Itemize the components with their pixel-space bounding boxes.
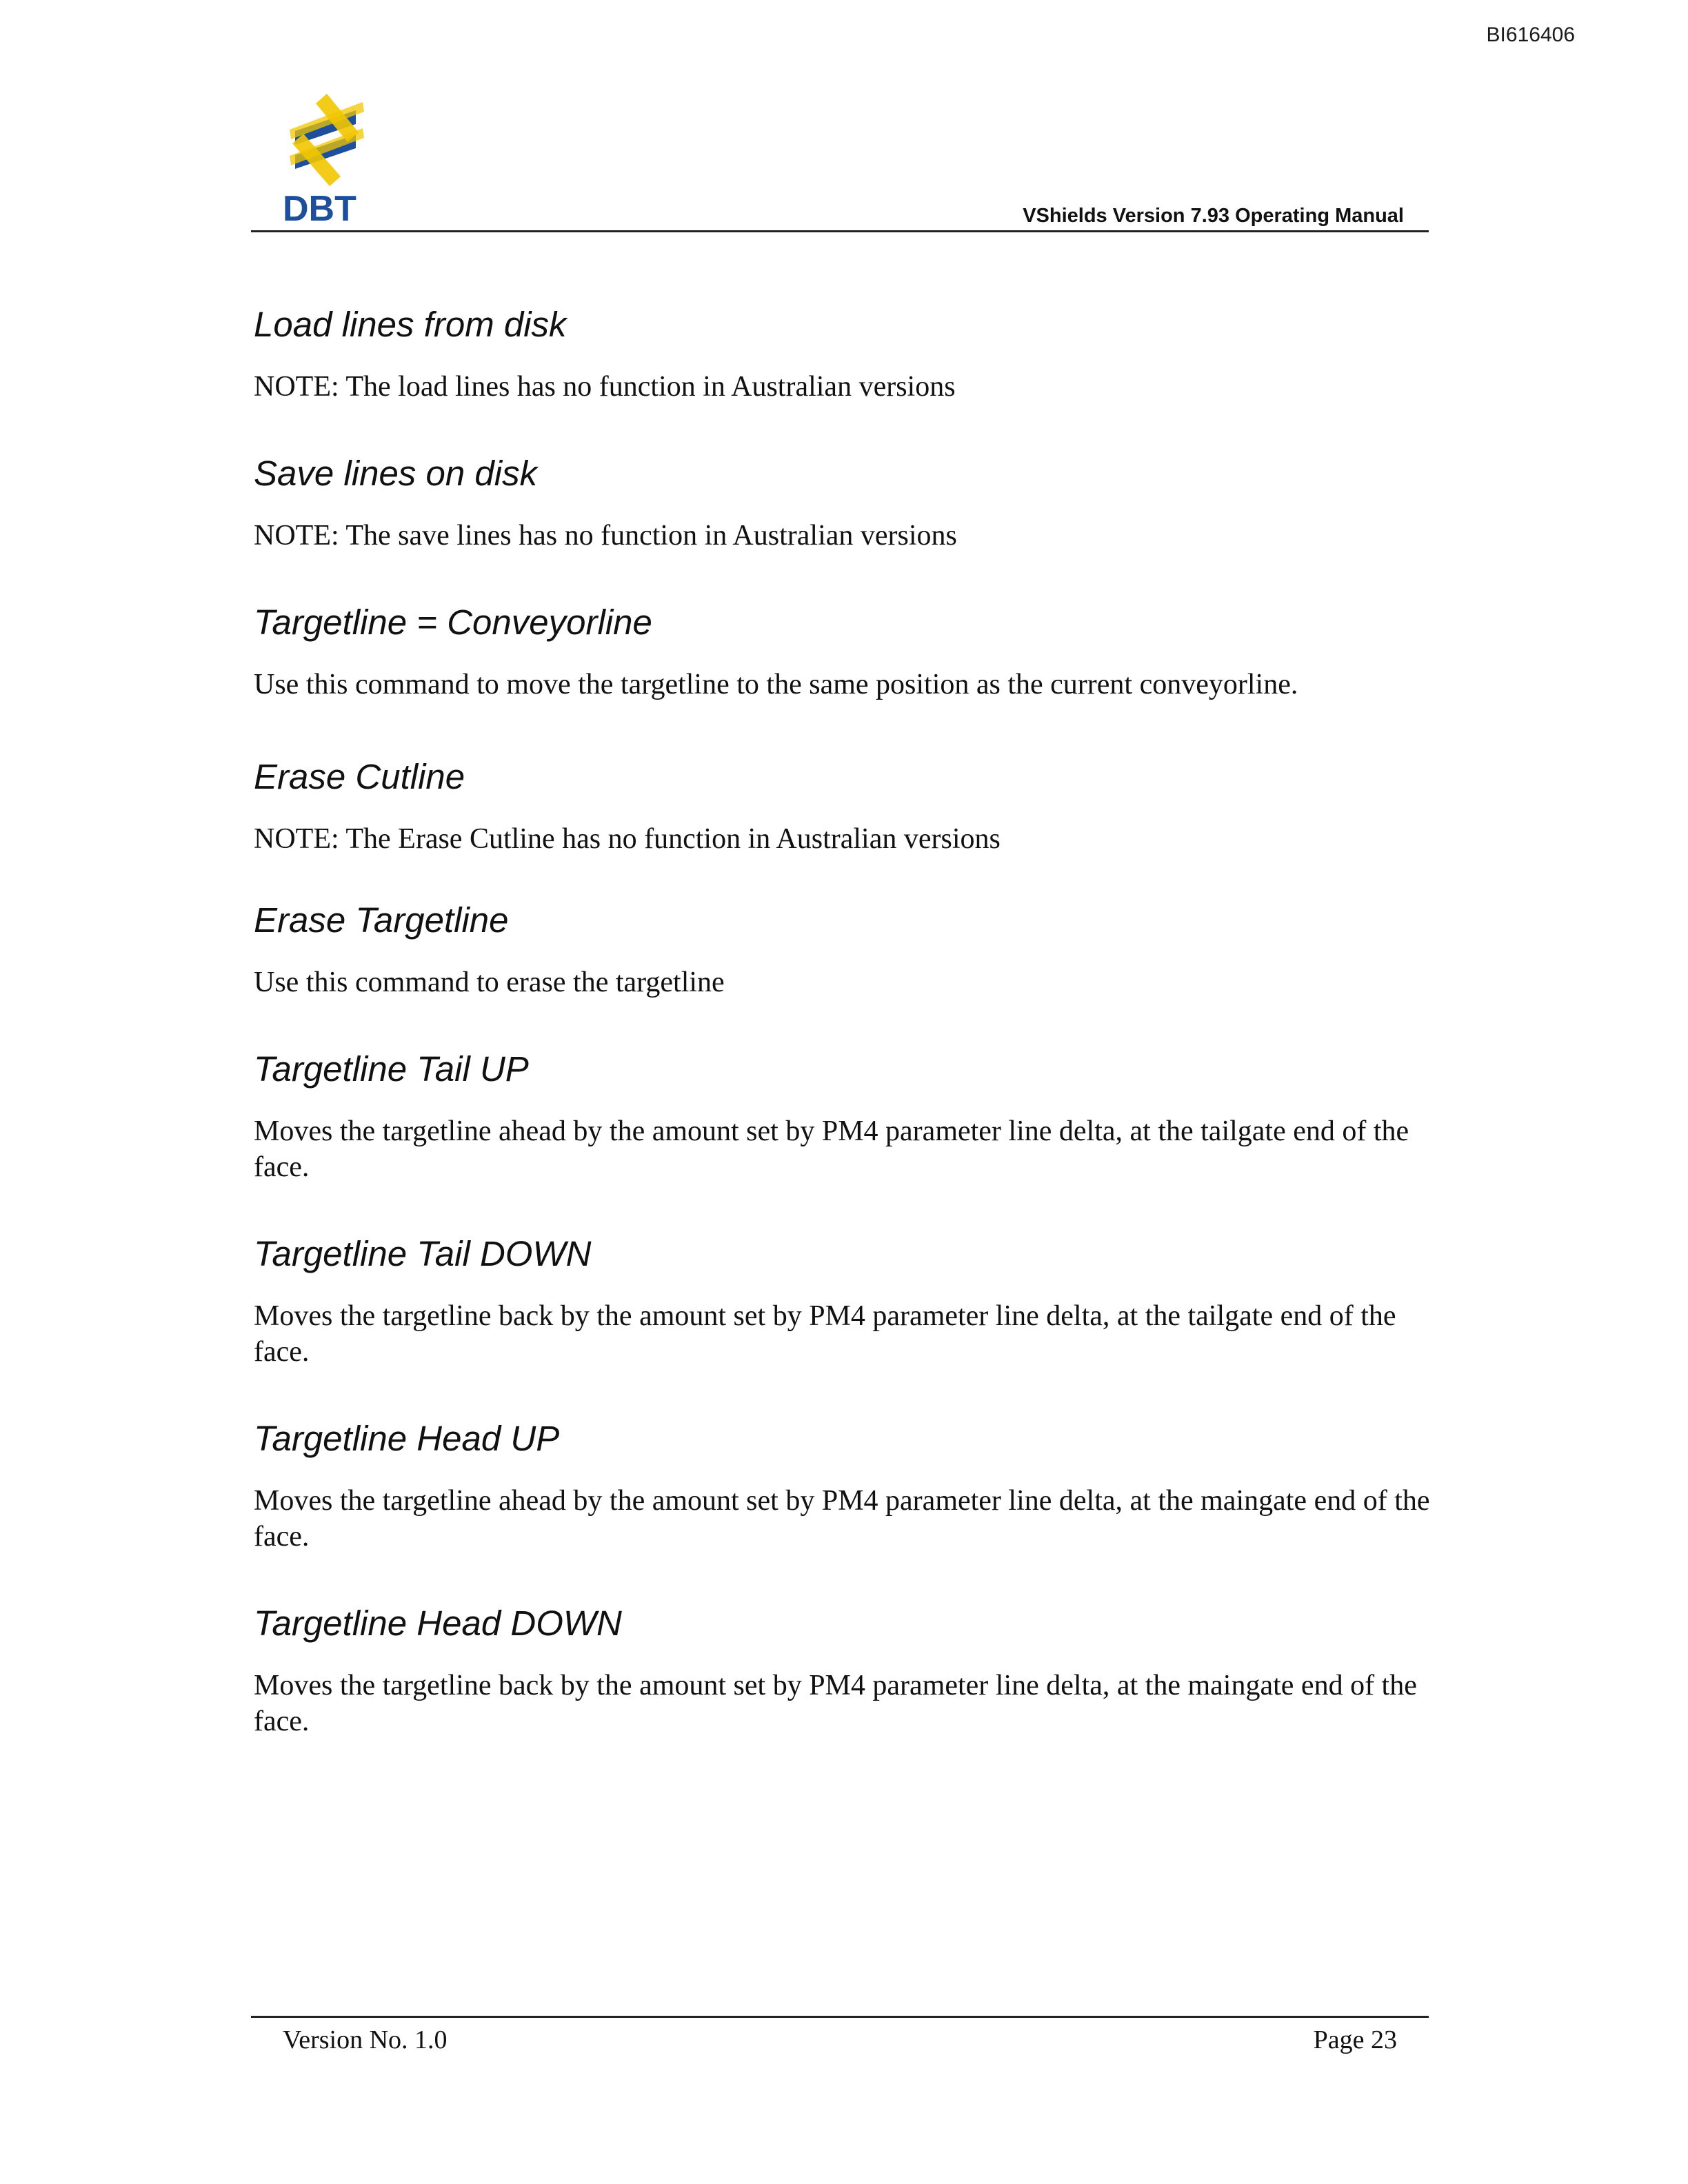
section-text: Moves the targetline ahead by the amount set by PM4 parameter line delta, at the tailgate end of the face. bbox=[254, 1115, 1409, 1184]
page-footer bbox=[251, 2016, 1429, 2073]
section-text: Moves the targetline back by the amount set by PM4 parameter line delta, at the maingate end of the face. bbox=[254, 1670, 1417, 1738]
section-save-lines bbox=[254, 452, 1440, 554]
section-erase-cutline bbox=[254, 756, 1440, 857]
section-text: Use this command to move the targetline to the same position as the current conveyorline. bbox=[254, 669, 1298, 701]
section-text: NOTE: The save lines has no function in Australian versions bbox=[254, 520, 957, 552]
section-targetline-head-up bbox=[254, 1417, 1440, 1555]
section-heading: Targetline Tail DOWN bbox=[254, 1234, 592, 1273]
section-heading: Erase Targetline bbox=[254, 900, 509, 940]
section-heading: Targetline Tail UP bbox=[254, 1049, 529, 1089]
section-targetline-head-down bbox=[254, 1602, 1440, 1739]
section-heading: Save lines on disk bbox=[254, 454, 538, 493]
section-heading: Load lines from disk bbox=[254, 305, 567, 344]
section-text: Moves the targetline ahead by the amount set by PM4 parameter line delta, at the maingate end of the face. bbox=[254, 1485, 1430, 1553]
page-header bbox=[251, 90, 1429, 232]
section-targetline-conveyorline bbox=[254, 601, 1440, 702]
section-heading: Erase Cutline bbox=[254, 757, 465, 796]
section-erase-targetline bbox=[254, 899, 1440, 1000]
version-number: Version No. 1.0 bbox=[283, 2025, 448, 2054]
section-targetline-tail-up bbox=[254, 1048, 1440, 1185]
section-text: Use this command to erase the targetline bbox=[254, 967, 725, 999]
section-text: Moves the targetline back by the amount set by PM4 parameter line delta, at the tailgate end of the face. bbox=[254, 1300, 1396, 1368]
section-text: NOTE: The Erase Cutline has no function in Australian versions bbox=[254, 823, 1001, 856]
page-number: Page 23 bbox=[1313, 2025, 1397, 2054]
section-load-lines bbox=[254, 303, 1440, 405]
section-heading: Targetline = Conveyorline bbox=[254, 603, 652, 642]
logo-wordmark: DBT bbox=[283, 189, 356, 228]
section-text: NOTE: The load lines has no function in Australian versions bbox=[254, 371, 956, 403]
section-targetline-tail-down bbox=[254, 1233, 1440, 1370]
section-heading: Targetline Head UP bbox=[254, 1419, 560, 1458]
dbt-logo bbox=[274, 90, 378, 228]
document-id: BI616406 bbox=[1486, 23, 1575, 46]
manual-title: VShields Version 7.93 Operating Manual bbox=[1023, 205, 1404, 227]
dbt-logo-mark bbox=[274, 90, 378, 228]
section-heading: Targetline Head DOWN bbox=[254, 1604, 622, 1643]
